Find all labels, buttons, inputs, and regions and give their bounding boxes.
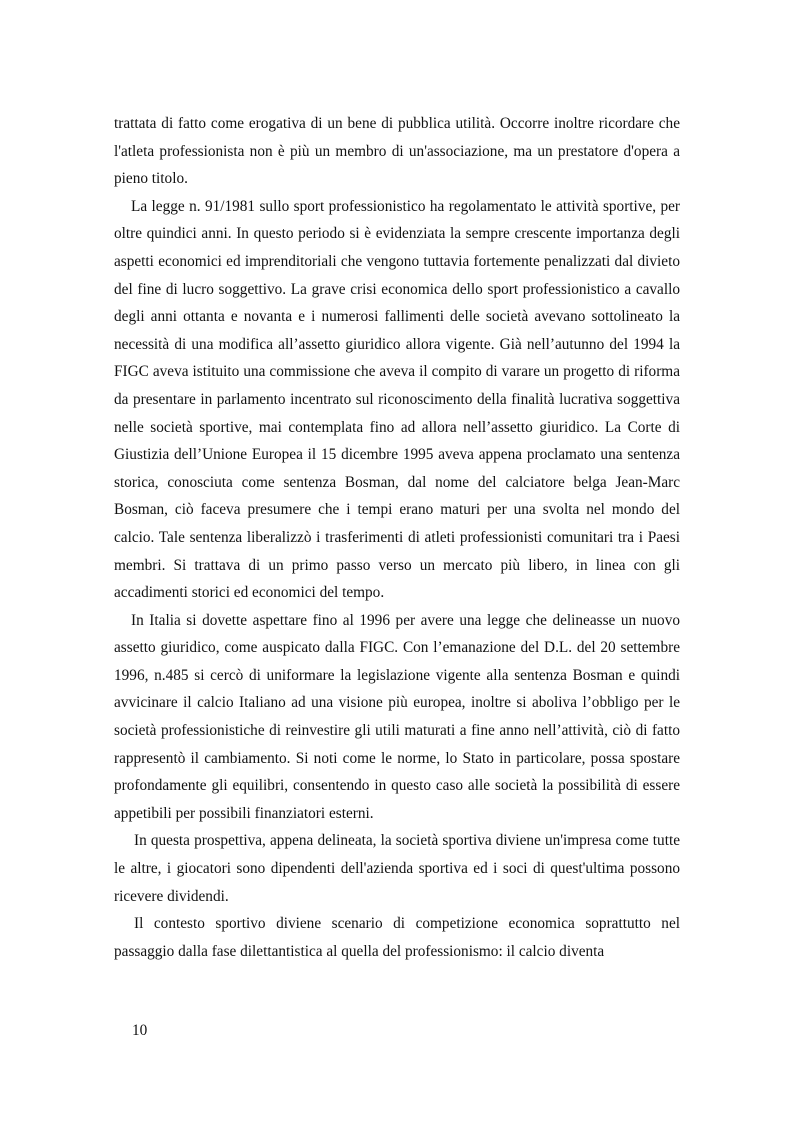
paragraph-italia-1996: In Italia si dovette aspettare fino al 1996 per avere una legge che delineasse un nuovo assetto giuridico, come auspicato dalla FIGC. Con l’emanazione del D.L. del 20 settembre 1996, n.485 si cercò di uniformare la legislazione vigente alla sentenza Bosman e quindi avvicinare il calcio Italiano ad una visione più europea, inoltre si aboliva l’obbligo per le società professionistiche di reinvestire gli utili maturati a fine anno nell’attività, ciò di fatto rappresentò il cambiamento. Si noti come le norme, lo Stato in particolare, possa spostare profondamente gli equilibri, consentendo in questo caso alle società la possibilità di essere appetibili per possibili finanziatori esterni.: [114, 611, 680, 822]
paragraph-contesto-sportivo: Il contesto sportivo diviene scenario di competizione economica soprattutto nel passaggio dalla fase dilettantistica al quella del professionismo: il calcio diventa: [114, 915, 680, 960]
page-number: 10: [132, 1022, 148, 1039]
document-page: [114, 110, 680, 965]
paragraph-prospettiva: In questa prospettiva, appena delineata, la società sportiva diviene un'impresa come tutte le altre, i giocatori sono dipendenti dell'azienda sportiva ed i soci di quest'ultima possono ricevere dividendi.: [114, 832, 680, 905]
paragraph-legge-91-1981: La legge n. 91/1981 sullo sport professionistico ha regolamentato le attività sportive, per oltre quindici anni. In questo periodo si è evidenziata la sempre crescente importanza degli aspetti economici ed imprenditoriali che vengono tuttavia fortemente penalizzati dal divieto del fine di lucro soggettivo. La grave crisi economica dello sport professionistico a cavallo degli anni ottanta e novanta e i numerosi fallimenti delle società avevano sottolineato la necessità di una modifica all’assetto giuridico allora vigente. Già nell’autunno del 1994 la FIGC aveva istituito una commissione che aveva il compito di varare un progetto di riforma da presentare in parlamento incentrato sul riconoscimento della finalità lucrativa soggettiva nelle società sportive, mai contemplata fino ad allora nell’assetto giuridico. La Corte di Giustizia dell’Unione Europea il 15 dicembre 1995 aveva appena proclamato una sentenza storica, conosciuta come sentenza Bosman, dal nome del calciatore belga Jean-Marc Bosman, ciò faceva presumere che i tempi erano maturi per una svolta nel mondo del calcio. Tale sentenza liberalizzò i trasferimenti di atleti professionisti comunitari tra i Paesi membri. Si trattava di un primo passo verso un mercato più libero, in linea con gli accadimenti storici ed economici del tempo.: [114, 197, 680, 602]
paragraph-continuation: trattata di fatto come erogativa di un bene di pubblica utilità. Occorre inoltre ricordare che l'atleta professionista non è più un membro di un'associazione, ma un prestatore d'opera a pieno titolo.: [114, 115, 680, 188]
